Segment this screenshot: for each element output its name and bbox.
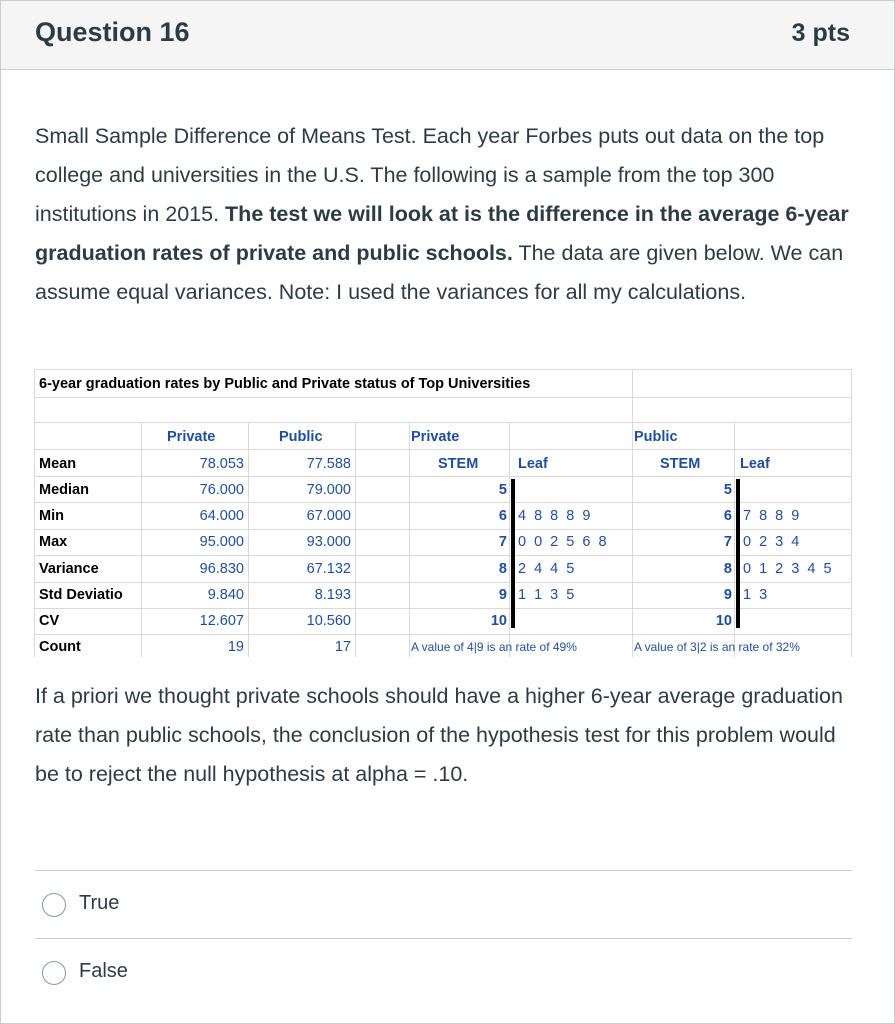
private-value: 19	[227, 639, 244, 655]
public-value: 77.588	[306, 456, 351, 472]
row-label: CV	[39, 613, 60, 629]
stem-value: 5	[723, 482, 732, 498]
leaf-values: 0 0 2 5 6 8	[518, 534, 609, 550]
row-label: Min	[39, 508, 64, 524]
answer-option-true[interactable]	[35, 870, 852, 938]
radio-button[interactable]	[42, 893, 66, 917]
answer-list	[35, 870, 852, 1006]
col-header-private: Private	[167, 429, 216, 445]
answer-label[interactable]: True	[79, 892, 120, 914]
private-value: 12.607	[199, 613, 244, 629]
stemplot-public-leaf-header: Leaf	[740, 456, 770, 472]
question-intro: Small Sample Difference of Means Test. Each year Forbes puts out data on the top college and universities in the U.S. The following is a sample from the top 300 institutions in 2015.	[35, 124, 825, 226]
stemplot-private-stem-header: STEM	[438, 456, 479, 472]
row-label: Mean	[39, 456, 77, 472]
leaf-values: 0 2 3 4	[743, 534, 802, 550]
stem-value: 7	[498, 534, 507, 550]
col-header-public: Public	[279, 429, 323, 445]
row-label: Count	[39, 639, 81, 655]
leaf-values: 7 8 8 9	[743, 508, 802, 524]
row-label: Max	[39, 534, 68, 550]
question-header	[1, 1, 894, 70]
stemplot-private-leaf-header: Leaf	[518, 456, 548, 472]
public-value: 67.000	[306, 508, 351, 524]
answer-label[interactable]: False	[79, 960, 128, 982]
stemplot-public-note: A value of 3|2 is an rate of 32%	[634, 640, 800, 654]
private-value: 78.053	[199, 456, 244, 472]
stemplot-public-divider	[736, 479, 740, 628]
private-value: 95.000	[199, 534, 244, 550]
question-bold: The test we will look at is the difference in the average 6-year graduation rates of private and public schools.	[35, 202, 849, 265]
public-value: 93.000	[306, 534, 351, 550]
row-label: Std Deviatio	[39, 587, 123, 603]
public-value: 17	[334, 639, 351, 655]
stem-value: 8	[723, 561, 732, 577]
private-value: 96.830	[199, 561, 244, 577]
public-value: 10.560	[306, 613, 351, 629]
stemplot-public-title: Public	[634, 429, 678, 445]
public-value: 79.000	[306, 482, 351, 498]
row-label: Median	[39, 482, 89, 498]
table-caption: 6-year graduation rates by Public and Private status of Top Universities	[39, 376, 531, 392]
stem-value: 6	[498, 508, 507, 524]
stem-value: 9	[723, 587, 732, 603]
answer-option-false[interactable]	[35, 938, 852, 1006]
stemplot-private-divider	[511, 479, 515, 628]
private-value: 9.840	[207, 587, 244, 603]
public-value: 8.193	[314, 587, 351, 603]
question-title: Question 16	[35, 17, 190, 47]
radio-button[interactable]	[42, 961, 66, 985]
stemplot-private-title: Private	[411, 429, 460, 445]
private-value: 64.000	[199, 508, 244, 524]
row-label: Variance	[39, 561, 99, 577]
data-table-image	[34, 369, 852, 657]
stem-value: 10	[490, 613, 507, 629]
stem-value: 8	[498, 561, 507, 577]
leaf-values: 0 1 2 3 4 5	[743, 561, 834, 577]
stem-value: 9	[498, 587, 507, 603]
stem-value: 6	[723, 508, 732, 524]
leaf-values: 4 8 8 8 9	[518, 508, 593, 524]
stem-value: 7	[723, 534, 732, 550]
stemplot-private-note: A value of 4|9 is an rate of 49%	[411, 640, 577, 654]
question-after: The data are given below. We can assume equal variances. Note: I used the variances for all my calculations.	[35, 241, 844, 304]
stemplot-public-stem-header: STEM	[660, 456, 701, 472]
private-value: 76.000	[199, 482, 244, 498]
public-value: 67.132	[306, 561, 351, 577]
leaf-values: 1 1 3 5	[518, 587, 577, 603]
leaf-values: 2 4 4 5	[518, 561, 577, 577]
stem-value: 10	[715, 613, 732, 629]
question-points: 3 pts	[791, 19, 850, 47]
leaf-values: 1 3	[743, 587, 770, 603]
question-text	[35, 117, 855, 312]
stem-value: 5	[498, 482, 507, 498]
question-followup: If a priori we thought private schools should have a higher 6-year average graduation rate than public schools, the conclusion of the hypothesis test for this problem would be to reject the null hypothesis at alpha = .10.	[35, 684, 843, 786]
